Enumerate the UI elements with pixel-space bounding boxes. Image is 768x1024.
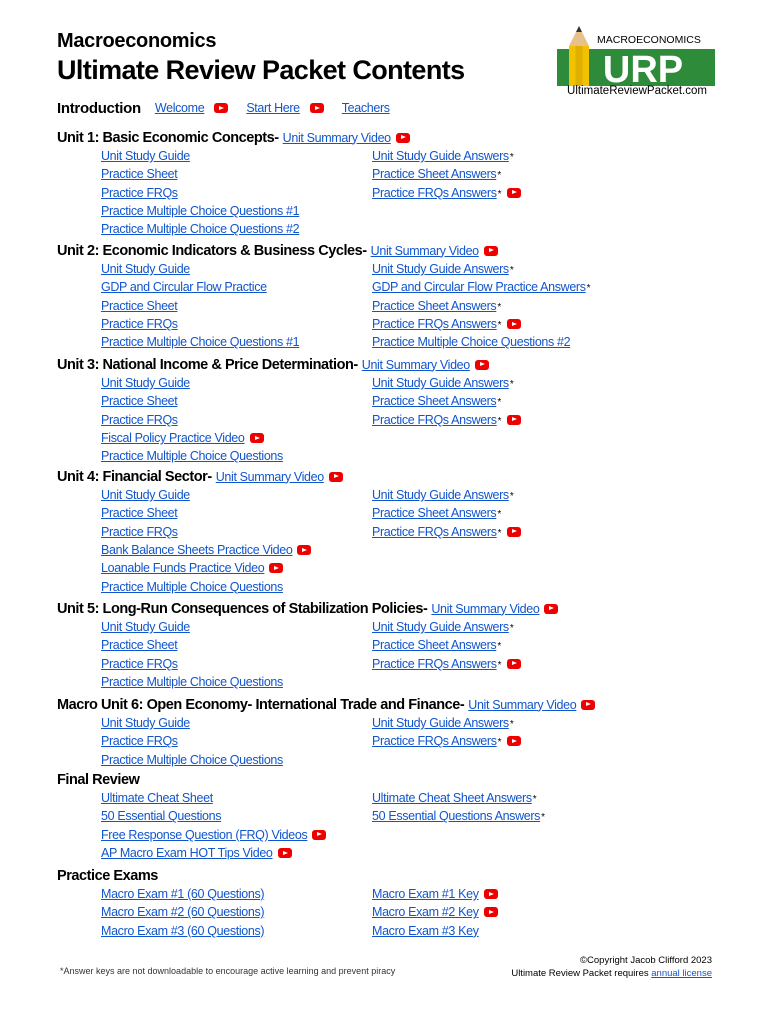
unit-heading <box>57 770 757 789</box>
link-row <box>57 315 757 333</box>
asterisk: * <box>586 283 591 295</box>
unit-heading <box>57 695 757 714</box>
unit-title: Final Review <box>57 771 140 788</box>
left-cell <box>101 260 190 278</box>
right-cell <box>372 903 498 921</box>
unit-title: Macro Unit 6: Open Economy- International Trade and Finance- <box>57 696 465 713</box>
resource-link[interactable]: Practice FRQs Answers <box>372 317 497 332</box>
unit-heading <box>57 599 757 618</box>
youtube-icon <box>484 246 498 256</box>
left-cell <box>101 333 299 351</box>
left-cell <box>101 903 264 921</box>
resource-link[interactable]: Unit Study Guide <box>101 716 190 731</box>
unit-title: Unit 1: Basic Economic Concepts- <box>57 129 279 146</box>
asterisk: * <box>509 623 514 635</box>
resource-link[interactable]: Practice Sheet <box>101 638 178 653</box>
link-row <box>57 807 757 825</box>
link-row <box>57 147 757 165</box>
left-cell <box>101 184 178 202</box>
left-cell <box>101 714 190 732</box>
resource-link[interactable]: Practice FRQs <box>101 412 178 427</box>
left-cell <box>101 885 264 903</box>
left-cell <box>101 636 177 654</box>
link-row <box>57 429 757 447</box>
link-row <box>57 885 757 903</box>
right-cell <box>372 184 521 202</box>
resource-link[interactable]: Practice FRQs <box>101 317 178 332</box>
resource-link[interactable]: GDP and Circular Flow Practice <box>101 280 267 295</box>
license-line <box>511 967 712 980</box>
youtube-icon <box>310 103 324 113</box>
unit-heading <box>57 128 757 147</box>
left-cell <box>101 618 190 636</box>
asterisk: * <box>497 320 502 332</box>
link-row <box>57 618 757 636</box>
left-cell <box>101 220 299 238</box>
asterisk: * <box>497 397 502 409</box>
resource-link[interactable]: Practice Multiple Choice Questions #1 <box>101 204 300 219</box>
resource-link[interactable]: Macro Exam #2 (60 Questions) <box>101 905 265 920</box>
left-cell <box>101 807 221 825</box>
youtube-icon <box>329 472 343 482</box>
resource-link[interactable]: Practice Sheet <box>101 167 178 182</box>
link-row <box>57 333 757 351</box>
asterisk: * <box>497 301 502 313</box>
link-row <box>57 184 757 202</box>
resource-link[interactable]: Practice Sheet Answers <box>372 167 497 182</box>
pencil-stripe <box>576 46 583 86</box>
pencil-lead <box>576 26 582 32</box>
resource-link[interactable]: Practice Sheet Answers <box>372 638 497 653</box>
link-row <box>57 559 757 577</box>
resource-link[interactable]: Unit Study Guide <box>101 262 190 277</box>
resource-link[interactable]: Practice Sheet <box>101 394 178 409</box>
asterisk: * <box>509 265 514 277</box>
resource-link[interactable]: Practice Sheet <box>101 506 178 521</box>
unit-summary-video-link[interactable]: Unit Summary Video <box>468 697 577 712</box>
left-cell <box>101 411 178 429</box>
asterisk: * <box>509 152 514 164</box>
logo-letters: URP <box>602 49 684 91</box>
youtube-icon <box>250 433 264 443</box>
unit-section <box>57 695 757 769</box>
youtube-icon <box>269 563 283 573</box>
left-cell <box>101 523 178 541</box>
asterisk: * <box>532 794 537 806</box>
right-cell <box>372 523 521 541</box>
resource-link[interactable]: Practice FRQs Answers <box>372 734 497 749</box>
asterisk: * <box>497 527 502 539</box>
page-title: Ultimate Review Packet Contents <box>57 55 465 85</box>
unit-summary-video-link[interactable]: Unit Summary Video <box>215 469 324 484</box>
link-row <box>57 202 757 220</box>
resource-link[interactable]: Unit Study Guide <box>101 149 190 164</box>
right-cell <box>372 260 514 278</box>
resource-link[interactable]: Practice FRQs Answers <box>372 656 497 671</box>
resource-link[interactable]: Ultimate Cheat Sheet <box>101 791 213 806</box>
resource-link[interactable]: Unit Study Guide Answers <box>372 376 509 391</box>
link-row <box>57 411 757 429</box>
youtube-icon <box>475 360 489 370</box>
resource-link[interactable]: Bank Balance Sheets Practice Video <box>101 543 293 558</box>
left-cell <box>101 922 264 940</box>
left-cell <box>101 504 177 522</box>
link-row <box>57 260 757 278</box>
right-cell <box>372 297 501 315</box>
resource-link[interactable]: AP Macro Exam HOT Tips Video <box>101 846 273 861</box>
unit-title: Unit 4: Financial Sector- <box>57 468 212 485</box>
unit-title: Unit 2: Economic Indicators & Business Cycles- <box>57 242 367 259</box>
resource-link[interactable]: Loanable Funds Practice Video <box>101 561 265 576</box>
resource-link[interactable]: Practice FRQs <box>101 734 178 749</box>
link-row <box>57 523 757 541</box>
link-row <box>57 673 757 691</box>
right-cell <box>372 147 514 165</box>
resource-link[interactable]: Practice Sheet Answers <box>372 298 497 313</box>
resource-link[interactable]: Ultimate Cheat Sheet Answers <box>372 791 532 806</box>
link-row <box>57 447 757 465</box>
right-cell <box>372 333 570 351</box>
link-row <box>57 826 757 844</box>
link-row <box>57 504 757 522</box>
resource-link[interactable]: Practice FRQs Answers <box>372 412 497 427</box>
resource-link[interactable]: Unit Study Guide Answers <box>372 716 509 731</box>
unit-section <box>57 467 757 596</box>
unit-section <box>57 866 757 940</box>
resource-link[interactable]: Macro Exam #1 Key <box>372 887 479 902</box>
asterisk: * <box>497 170 502 182</box>
resource-link[interactable]: Practice Sheet <box>101 298 178 313</box>
resource-link[interactable]: Practice FRQs Answers <box>372 524 497 539</box>
left-cell <box>101 147 190 165</box>
link-row <box>57 392 757 410</box>
link-row <box>57 655 757 673</box>
resource-link[interactable]: Unit Study Guide Answers <box>372 488 509 503</box>
resource-link[interactable]: Practice Multiple Choice Questions <box>101 449 283 464</box>
intro-label: Introduction <box>57 99 141 117</box>
link-row <box>57 486 757 504</box>
logo-url: UltimateReviewPacket.com <box>567 85 707 97</box>
start-here-link[interactable]: Start Here <box>246 101 300 115</box>
youtube-icon <box>312 830 326 840</box>
youtube-icon <box>297 545 311 555</box>
right-cell <box>372 165 501 183</box>
unit-title: Practice Exams <box>57 867 158 884</box>
youtube-icon <box>214 103 228 113</box>
asterisk: * <box>497 188 502 200</box>
unit-summary-video-link[interactable]: Unit Summary Video <box>282 130 391 145</box>
link-row <box>57 220 757 238</box>
resource-link[interactable]: Macro Exam #3 (60 Questions) <box>101 923 265 938</box>
left-cell <box>101 844 292 862</box>
link-row <box>57 165 757 183</box>
unit-section <box>57 599 757 691</box>
right-cell <box>372 618 514 636</box>
youtube-icon <box>484 889 498 899</box>
link-row <box>57 714 757 732</box>
resource-link[interactable]: Unit Study Guide Answers <box>372 262 509 277</box>
teachers-link[interactable]: Teachers <box>341 101 390 115</box>
youtube-icon <box>581 700 595 710</box>
left-cell <box>101 297 177 315</box>
left-cell <box>101 315 178 333</box>
copyright: ©Copyright Jacob Clifford 2023 <box>580 955 712 966</box>
license-link[interactable]: annual license <box>651 968 712 979</box>
left-cell <box>101 559 283 577</box>
unit-summary-video-link[interactable]: Unit Summary Video <box>370 243 479 258</box>
resource-link[interactable]: Practice Multiple Choice Questions #1 <box>101 335 300 350</box>
right-cell <box>372 922 479 940</box>
left-cell <box>101 826 326 844</box>
resource-link[interactable]: Practice FRQs Answers <box>372 185 497 200</box>
unit-title: Unit 3: National Income & Price Determination- <box>57 356 358 373</box>
unit-heading <box>57 355 757 374</box>
right-cell <box>372 315 521 333</box>
resource-link[interactable]: Free Response Question (FRQ) Videos <box>101 827 308 842</box>
footer-note: *Answer keys are not downloadable to encourage active learning and prevent piracy <box>60 966 396 976</box>
resource-link[interactable]: Fiscal Policy Practice Video <box>101 431 245 446</box>
resource-link[interactable]: 50 Essential Questions <box>101 809 222 824</box>
asterisk: * <box>541 812 545 824</box>
unit-heading <box>57 467 757 486</box>
asterisk: * <box>509 491 514 503</box>
unit-section <box>57 355 757 465</box>
youtube-icon <box>507 319 521 329</box>
link-row <box>57 903 757 921</box>
resource-link[interactable]: Practice Multiple Choice Questions <box>101 579 283 594</box>
right-cell <box>372 486 514 504</box>
left-cell <box>101 165 177 183</box>
right-cell <box>372 374 514 392</box>
left-cell <box>101 541 311 559</box>
subject-heading: Macroeconomics <box>57 30 217 52</box>
right-cell <box>372 714 514 732</box>
asterisk: * <box>509 719 514 731</box>
left-cell <box>101 486 190 504</box>
left-cell <box>101 655 178 673</box>
link-row <box>57 374 757 392</box>
link-row <box>57 541 757 559</box>
right-cell <box>372 636 501 654</box>
youtube-icon <box>507 527 521 537</box>
license-text: Ultimate Review Packet requires <box>511 968 652 979</box>
logo-top-text: MACROECONOMICS <box>597 34 701 46</box>
left-cell <box>101 429 264 447</box>
asterisk: * <box>497 641 502 653</box>
intro-row <box>57 98 400 118</box>
footer-right <box>511 954 712 980</box>
resource-link[interactable]: Macro Exam #2 Key <box>372 905 479 920</box>
right-cell <box>372 807 545 825</box>
left-cell <box>101 278 267 296</box>
resource-link[interactable]: Practice Multiple Choice Questions #2 <box>372 335 571 350</box>
youtube-icon <box>396 133 410 143</box>
unit-title: Unit 5: Long-Run Consequences of Stabilization Policies- <box>57 600 428 617</box>
unit-section <box>57 241 757 351</box>
asterisk: * <box>497 415 502 427</box>
right-cell <box>372 789 537 807</box>
resource-link[interactable]: 50 Essential Questions Answers <box>372 809 541 824</box>
youtube-icon <box>507 736 521 746</box>
right-cell <box>372 278 591 296</box>
unit-heading <box>57 241 757 260</box>
right-cell <box>372 504 501 522</box>
resource-link[interactable]: GDP and Circular Flow Practice Answers <box>372 280 586 295</box>
link-row <box>57 297 757 315</box>
youtube-icon <box>544 604 558 614</box>
unit-section <box>57 128 757 238</box>
unit-summary-video-link[interactable]: Unit Summary Video <box>431 601 540 616</box>
resource-link[interactable]: Macro Exam #3 Key <box>372 923 479 938</box>
link-row <box>57 922 757 940</box>
youtube-icon <box>484 907 498 917</box>
left-cell <box>101 751 283 769</box>
link-row <box>57 577 757 595</box>
resource-link[interactable]: Practice FRQs <box>101 656 178 671</box>
link-row <box>57 844 757 862</box>
asterisk: * <box>497 659 502 671</box>
left-cell <box>101 447 283 465</box>
resource-link[interactable]: Practice FRQs <box>101 524 178 539</box>
unit-summary-video-link[interactable]: Unit Summary Video <box>361 357 470 372</box>
link-row <box>57 636 757 654</box>
left-cell <box>101 578 283 596</box>
right-cell <box>372 732 521 750</box>
youtube-icon <box>507 659 521 669</box>
welcome-link[interactable]: Welcome <box>154 101 205 115</box>
resource-link[interactable]: Unit Study Guide Answers <box>372 149 509 164</box>
resource-link[interactable]: Unit Study Guide <box>101 488 190 503</box>
left-cell <box>101 673 283 691</box>
resource-link[interactable]: Unit Study Guide Answers <box>372 620 509 635</box>
youtube-icon <box>278 848 292 858</box>
link-row <box>57 751 757 769</box>
unit-section <box>57 770 757 862</box>
left-cell <box>101 789 213 807</box>
link-row <box>57 732 757 750</box>
unit-heading <box>57 866 757 885</box>
link-row <box>57 789 757 807</box>
left-cell <box>101 392 177 410</box>
resource-link[interactable]: Practice Sheet Answers <box>372 506 497 521</box>
resource-link[interactable]: Practice FRQs <box>101 185 178 200</box>
left-cell <box>101 732 178 750</box>
right-cell <box>372 392 501 410</box>
youtube-icon <box>507 188 521 198</box>
youtube-icon <box>507 415 521 425</box>
asterisk: * <box>497 737 502 749</box>
asterisk: * <box>509 379 514 391</box>
resource-link[interactable]: Practice Sheet Answers <box>372 394 497 409</box>
resource-link[interactable]: Practice Multiple Choice Questions #2 <box>101 222 300 237</box>
resource-link[interactable]: Unit Study Guide <box>101 376 190 391</box>
left-cell <box>101 374 190 392</box>
resource-link[interactable]: Practice Multiple Choice Questions <box>101 752 283 767</box>
asterisk: * <box>497 509 502 521</box>
right-cell <box>372 411 521 429</box>
right-cell <box>372 655 521 673</box>
resource-link[interactable]: Macro Exam #1 (60 Questions) <box>101 887 265 902</box>
resource-link[interactable]: Practice Multiple Choice Questions <box>101 675 283 690</box>
link-row <box>57 278 757 296</box>
resource-link[interactable]: Unit Study Guide <box>101 620 190 635</box>
right-cell <box>372 885 498 903</box>
left-cell <box>101 202 299 220</box>
